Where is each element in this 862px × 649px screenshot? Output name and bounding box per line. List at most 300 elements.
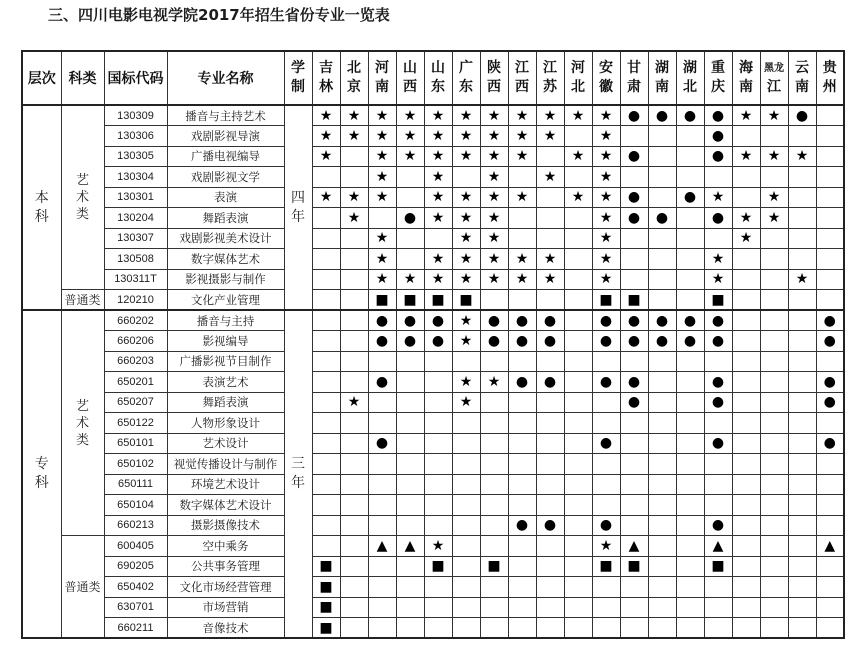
enrollment-mark [396,556,424,577]
enrollment-mark [816,495,844,516]
enrollment-mark [508,495,536,516]
code-cell: 690205 [104,556,167,577]
enrollment-mark [592,413,620,434]
enrollment-mark [732,515,760,536]
enrollment-mark [340,556,368,577]
enrollment-mark [788,597,816,618]
enrollment-mark [676,495,704,516]
enrollment-mark [676,249,704,270]
enrollment-mark [536,618,564,639]
enrollment-mark [508,433,536,454]
enrollment-mark [760,454,788,475]
enrollment-mark [760,372,788,393]
enrollment-mark [480,536,508,557]
enrollment-mark [788,495,816,516]
code-cell: 130309 [104,105,167,126]
enrollment-mark [676,146,704,167]
table-row [22,618,844,639]
category-label: 艺术类 [75,398,89,448]
enrollment-mark [340,290,368,311]
level-label: 专科 [34,456,49,491]
table-row [22,310,844,331]
enrollment-mark [816,187,844,208]
enrollment-mark [704,618,732,639]
enrollment-mark [312,290,340,311]
enrollment-mark [704,413,732,434]
enrollment-mark [760,577,788,598]
category-label: 普通类 [64,293,101,307]
enrollment-mark [732,433,760,454]
enrollment-mark [676,228,704,249]
enrollment-mark [480,433,508,454]
enrollment-mark [424,228,452,249]
enrollment-mark [564,556,592,577]
enrollment-mark [648,146,676,167]
level-label: 本科 [34,189,49,225]
enrollment-mark [760,228,788,249]
enrollment-mark [564,536,592,557]
province-header-line: 安 [599,60,613,76]
duration-cell [284,105,312,310]
enrollment-mark [508,454,536,475]
enrollment-mark [732,372,760,393]
enrollment-mark [368,351,396,372]
enrollment-mark: ★ [368,269,396,290]
enrollment-mark [396,413,424,434]
enrollment-mark [620,269,648,290]
enrollment-mark [312,351,340,372]
enrollment-mark [648,536,676,557]
enrollment-mark [480,515,508,536]
enrollment-mark [340,351,368,372]
enrollment-mark [340,249,368,270]
enrollment-mark [312,495,340,516]
province-header-line: 江 [515,60,529,76]
major-name-cell: 摄影摄像技术 [167,515,284,536]
enrollment-mark [564,372,592,393]
enrollment-mark [536,454,564,475]
enrollment-mark [816,146,844,167]
enrollment-mark: ★ [424,249,452,270]
enrollment-mark [788,187,816,208]
enrollment-mark [368,597,396,618]
enrollment-mark: ★ [312,126,340,147]
province-header [396,51,424,105]
enrollment-mark [452,556,480,577]
enrollment-mark [620,597,648,618]
code-cell: 660202 [104,310,167,331]
enrollment-mark: ● [816,310,844,331]
enrollment-mark [396,515,424,536]
enrollment-mark: ★ [368,249,396,270]
enrollment-mark [592,597,620,618]
enrollment-mark: ★ [368,105,396,126]
enrollment-mark [340,474,368,495]
enrollment-mark [340,167,368,188]
enrollment-mark: ★ [508,146,536,167]
province-header [620,51,648,105]
enrollment-mark: ● [704,433,732,454]
enrollment-mark [648,474,676,495]
enrollment-mark [788,249,816,270]
enrollment-mark [424,454,452,475]
enrollment-mark: ★ [480,208,508,229]
enrollment-mark [424,577,452,598]
enrollment-mark: ● [508,372,536,393]
enrollment-mark: ■ [424,556,452,577]
enrollment-mark: ★ [396,146,424,167]
enrollment-mark [536,536,564,557]
enrollment-mark: ★ [508,105,536,126]
province-header-line: 湖 [683,60,697,76]
enrollment-mark [368,392,396,413]
enrollment-mark: ★ [732,105,760,126]
enrollment-mark: ★ [536,249,564,270]
enrollment-mark [368,208,396,229]
enrollment-mark: ★ [732,228,760,249]
enrollment-mark [452,433,480,454]
province-header [592,51,620,105]
enrollment-mark [312,392,340,413]
major-name-cell: 戏剧影视美术设计 [167,228,284,249]
enrollment-mark [508,536,536,557]
enrollment-mark [396,597,424,618]
enrollment-mark [452,597,480,618]
enrollment-mark: ★ [704,269,732,290]
enrollment-mark [788,413,816,434]
enrollment-mark [788,392,816,413]
enrollment-mark [676,536,704,557]
enrollment-mark: ★ [340,208,368,229]
enrollment-mark: ★ [452,392,480,413]
enrollment-mark [732,618,760,639]
level-cell [22,310,61,638]
enrollment-mark: ★ [340,187,368,208]
enrollment-mark [564,597,592,618]
province-header-line: 江 [767,79,781,95]
enrollment-mark [480,413,508,434]
enrollment-mark [760,290,788,311]
enrollment-mark [564,208,592,229]
category-label: 普通类 [64,580,101,594]
enrollment-mark: ● [368,372,396,393]
enrollment-mark [508,351,536,372]
major-name-cell: 表演 [167,187,284,208]
enrollment-mark: ★ [340,392,368,413]
enrollment-mark [760,392,788,413]
enrollment-mark: ■ [424,290,452,311]
province-header-line: 甘 [627,60,641,76]
enrollment-mark [592,474,620,495]
enrollment-mark: ★ [312,187,340,208]
enrollment-mark [760,618,788,639]
duration-label: 三年 [291,456,305,491]
enrollment-mark [676,454,704,475]
enrollment-mark: ● [536,515,564,536]
enrollment-mark [564,249,592,270]
enrollment-mark: ★ [340,126,368,147]
enrollment-mark [760,433,788,454]
table-row [22,187,844,208]
enrollment-mark [816,618,844,639]
enrollment-mark [312,515,340,536]
enrollment-mark [564,413,592,434]
enrollment-mark [536,228,564,249]
enrollment-mark: ● [396,208,424,229]
enrollment-mark: ● [704,372,732,393]
province-header [340,51,368,105]
major-name-cell: 人物形象设计 [167,413,284,434]
code-cell: 130311T [104,269,167,290]
enrollment-mark [648,249,676,270]
enrollment-mark [788,372,816,393]
major-name-cell: 数字媒体艺术 [167,249,284,270]
enrollment-mark [788,577,816,598]
enrollment-mark [508,597,536,618]
enrollment-mark [564,126,592,147]
enrollment-mark [452,618,480,639]
enrollment-mark [788,433,816,454]
enrollment-mark: ★ [424,146,452,167]
enrollment-mark [564,474,592,495]
duration-header-line: 学 [291,60,305,76]
enrollment-mark [452,474,480,495]
enrollment-mark [732,290,760,311]
enrollment-mark [368,618,396,639]
enrollment-mark: ■ [312,577,340,598]
province-header-line: 西 [487,79,501,95]
enrollment-mark [788,515,816,536]
enrollment-mark [564,310,592,331]
table-row [22,413,844,434]
enrollment-mark [760,413,788,434]
province-header-line: 肃 [627,79,641,95]
province-header [704,51,732,105]
enrollment-mark [368,474,396,495]
enrollment-mark [536,556,564,577]
province-header [368,51,396,105]
major-name-cell: 市场营销 [167,597,284,618]
enrollment-mark: ★ [536,105,564,126]
enrollment-mark: ★ [368,146,396,167]
enrollment-mark [676,372,704,393]
enrollment-mark [648,515,676,536]
province-header-line: 广 [459,60,473,76]
enrollment-mark [732,331,760,352]
enrollment-mark: ● [704,126,732,147]
enrollment-mark: ▲ [396,536,424,557]
major-name-cell: 播音与主持艺术 [167,105,284,126]
enrollment-mark [368,413,396,434]
enrollment-mark: ● [620,310,648,331]
enrollment-mark [648,413,676,434]
province-header [760,51,788,105]
enrollment-mark: ★ [396,269,424,290]
enrollment-mark: ● [536,331,564,352]
province-header [676,51,704,105]
enrollment-mark [480,495,508,516]
enrollment-mark [564,618,592,639]
table-row [22,126,844,147]
enrollment-mark [480,392,508,413]
enrollment-mark [312,536,340,557]
province-header [536,51,564,105]
province-header-line: 西 [403,79,417,95]
enrollment-mark: ■ [620,556,648,577]
enrollment-mark: ● [536,310,564,331]
enrollment-mark [508,167,536,188]
enrollment-mark: ● [648,105,676,126]
enrollment-mark: ★ [368,126,396,147]
enrollment-mark [564,331,592,352]
enrollment-mark [340,146,368,167]
table-row [22,597,844,618]
enrollment-mark: ★ [424,167,452,188]
province-header [564,51,592,105]
enrollment-mark: ● [676,310,704,331]
enrollment-mark [424,433,452,454]
enrollment-mark [788,474,816,495]
enrollment-mark: ★ [368,187,396,208]
enrollment-mark [620,413,648,434]
enrollment-mark: ■ [312,618,340,639]
enrollment-mark [648,372,676,393]
enrollment-table [21,50,845,639]
province-header-line: 江 [543,60,557,76]
enrollment-mark: ★ [368,228,396,249]
enrollment-mark [788,310,816,331]
enrollment-mark [312,372,340,393]
enrollment-mark [732,269,760,290]
major-name-cell: 艺术设计 [167,433,284,454]
major-name-cell: 视觉传播设计与制作 [167,454,284,475]
enrollment-mark [732,249,760,270]
enrollment-mark: ★ [592,208,620,229]
major-name-cell: 舞蹈表演 [167,208,284,229]
enrollment-mark [648,556,676,577]
enrollment-mark [508,556,536,577]
enrollment-mark: ★ [424,269,452,290]
enrollment-mark [704,474,732,495]
enrollment-mark [452,536,480,557]
enrollment-mark: ■ [312,556,340,577]
enrollment-mark [396,351,424,372]
table-row [22,146,844,167]
enrollment-mark: ★ [424,126,452,147]
enrollment-mark [340,536,368,557]
enrollment-mark: ● [368,433,396,454]
code-cell: 650101 [104,433,167,454]
province-header-line: 东 [431,79,445,95]
province-header-line: 南 [375,79,389,95]
enrollment-mark: ★ [452,228,480,249]
enrollment-mark: ● [508,310,536,331]
enrollment-mark: ● [424,310,452,331]
enrollment-mark [368,495,396,516]
enrollment-mark [648,618,676,639]
enrollment-mark: ★ [480,187,508,208]
enrollment-mark [368,577,396,598]
enrollment-mark [620,515,648,536]
enrollment-mark: ● [816,433,844,454]
code-cell: 130301 [104,187,167,208]
code-cell: 650122 [104,413,167,434]
enrollment-mark: ● [648,208,676,229]
enrollment-mark: ● [620,105,648,126]
enrollment-mark [536,597,564,618]
enrollment-mark [452,495,480,516]
enrollment-mark [676,556,704,577]
enrollment-mark: ▲ [704,536,732,557]
province-header-line: 陕 [487,60,501,76]
enrollment-mark: ● [592,331,620,352]
enrollment-mark [816,515,844,536]
enrollment-mark [536,146,564,167]
enrollment-mark [312,413,340,434]
table-row [22,392,844,413]
category-cell [61,105,104,290]
province-header-line: 南 [739,79,753,95]
table-row [22,269,844,290]
enrollment-mark: ■ [452,290,480,311]
major-name-cell: 舞蹈表演 [167,392,284,413]
enrollment-mark [816,228,844,249]
enrollment-mark [396,249,424,270]
enrollment-mark [760,474,788,495]
enrollment-mark [396,474,424,495]
enrollment-mark [816,474,844,495]
enrollment-mark [312,208,340,229]
enrollment-mark: ★ [592,228,620,249]
enrollment-mark [312,433,340,454]
enrollment-mark [536,392,564,413]
code-cell: 120210 [104,290,167,311]
enrollment-mark [452,454,480,475]
enrollment-mark [648,597,676,618]
enrollment-mark [508,577,536,598]
enrollment-mark [452,577,480,598]
enrollment-mark [816,577,844,598]
enrollment-mark [732,310,760,331]
province-header-line: 山 [403,60,417,76]
code-cell: 130204 [104,208,167,229]
category-cell [61,536,104,639]
enrollment-mark: ■ [704,556,732,577]
enrollment-mark [676,167,704,188]
enrollment-mark: ★ [480,269,508,290]
enrollment-mark: ● [508,515,536,536]
enrollment-mark: ★ [536,269,564,290]
enrollment-mark: ● [704,105,732,126]
table-row [22,433,844,454]
table-row [22,351,844,372]
enrollment-mark: ● [480,331,508,352]
enrollment-mark: ★ [508,249,536,270]
enrollment-mark: ★ [396,126,424,147]
enrollment-mark [620,454,648,475]
table-row [22,331,844,352]
enrollment-mark [480,474,508,495]
enrollment-mark [508,474,536,495]
enrollment-mark: ■ [480,556,508,577]
enrollment-mark [312,249,340,270]
enrollment-mark [732,351,760,372]
enrollment-mark: ★ [452,187,480,208]
major-name-cell: 空中乘务 [167,536,284,557]
enrollment-mark [816,249,844,270]
enrollment-mark [676,413,704,434]
enrollment-mark [424,495,452,516]
